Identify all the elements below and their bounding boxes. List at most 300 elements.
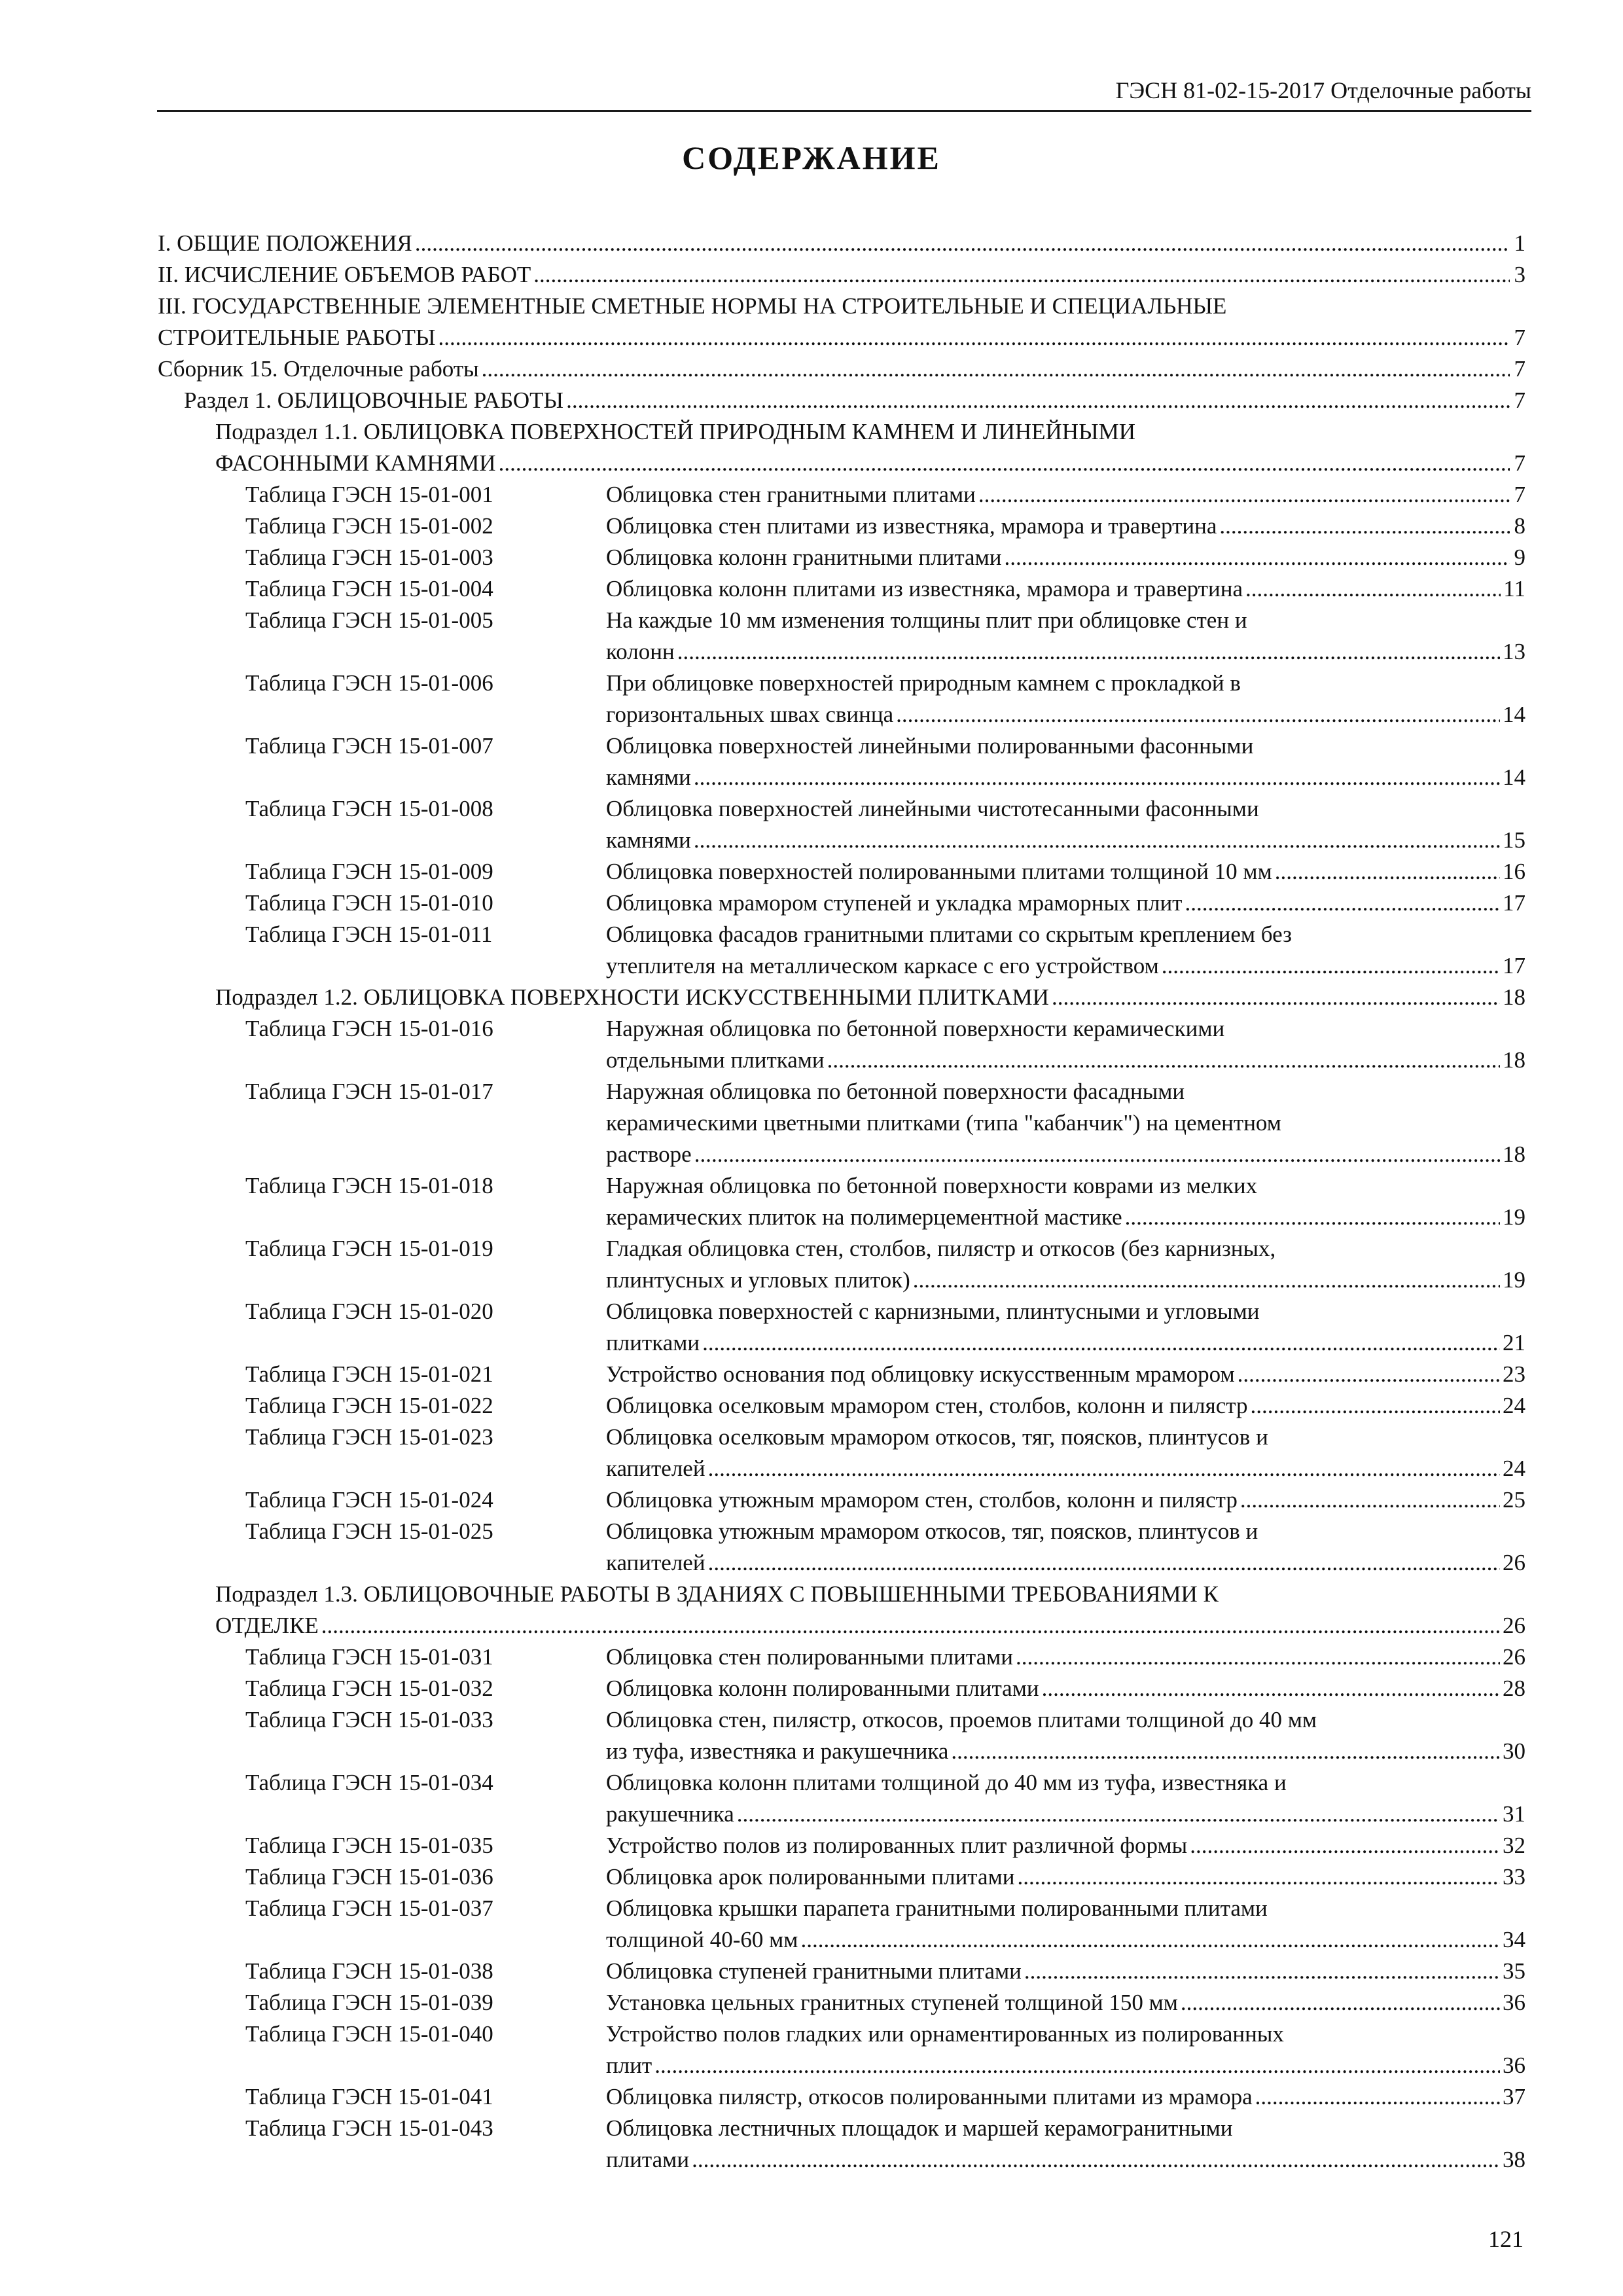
toc-entry[interactable]	[158, 2081, 1525, 2113]
toc-page-number: 34	[1503, 1927, 1525, 1952]
toc-line	[158, 1673, 1525, 1704]
toc-page-number: 26	[1503, 1644, 1525, 1670]
toc-page-number: 18	[1503, 1141, 1525, 1167]
toc-entry[interactable]	[158, 1359, 1525, 1390]
toc-page-number: 31	[1503, 1801, 1525, 1827]
toc-line	[158, 1641, 1525, 1673]
toc-line	[158, 353, 1525, 385]
toc-entry[interactable]	[158, 730, 1525, 793]
toc-line	[158, 2081, 1525, 2113]
toc-table-code: Таблица ГЭСН 15-01-031	[245, 1644, 493, 1670]
toc-entry[interactable]	[158, 573, 1525, 605]
toc-entry-title: Установка цельных гранитных ступеней толщиной 150 мм	[606, 1990, 1178, 2015]
toc-dot-leader	[913, 1265, 1500, 1296]
toc-entry[interactable]	[158, 888, 1525, 919]
toc-dot-leader	[708, 1453, 1500, 1484]
toc-entry[interactable]	[158, 2113, 1525, 2176]
toc-dot-leader	[566, 385, 1510, 416]
toc-entry-title: III. ГОСУДАРСТВЕННЫЕ ЭЛЕМЕНТНЫЕ СМЕТНЫЕ НОРМЫ НА СТРОИТЕЛЬНЫЕ И СПЕЦИАЛЬНЫЕ	[158, 293, 1227, 319]
toc-dot-leader	[1042, 1673, 1500, 1704]
toc-entry-title: Сборник 15. Отделочные работы	[158, 356, 479, 382]
toc-line	[158, 1956, 1525, 1987]
toc-page-number: 28	[1503, 1676, 1525, 1701]
toc-table-code: Таблица ГЭСН 15-01-022	[245, 1393, 493, 1418]
toc-entry-title: Облицовка поверхностей линейными полированными фасонными	[606, 733, 1254, 759]
toc-page-number: 30	[1503, 1738, 1525, 1764]
toc-dot-leader	[499, 448, 1510, 479]
toc-entry[interactable]	[158, 1484, 1525, 1516]
toc-entry-title: плитками	[606, 1330, 700, 1355]
toc-table-code	[245, 1924, 606, 1956]
toc-line	[158, 1139, 1525, 1170]
toc-table-code	[245, 825, 606, 856]
toc-entry[interactable]	[158, 1390, 1525, 1422]
toc-line	[158, 1390, 1525, 1422]
toc-entry-title: капителей	[606, 1456, 705, 1481]
toc-dot-leader	[978, 479, 1510, 511]
toc-line	[158, 668, 1525, 699]
toc-entry[interactable]	[158, 1170, 1525, 1233]
toc-dot-leader	[694, 762, 1500, 793]
toc-entry-title: Облицовка колонн полированными плитами	[606, 1676, 1039, 1701]
toc-page-number: 19	[1503, 1267, 1525, 1293]
toc-table-code	[245, 699, 606, 730]
toc-entry-title: Облицовка стен, пилястр, откосов, проемов плитами толщиной до 40 мм	[606, 1707, 1317, 1732]
toc-entry-title: Облицовка поверхностей линейными чистотесанными фасонными	[606, 796, 1259, 821]
toc-table-code: Таблица ГЭСН 15-01-037	[245, 1895, 493, 1921]
toc-entry-title: Облицовка колонн гранитными плитами	[606, 545, 1002, 570]
toc-dot-leader	[1275, 856, 1500, 888]
toc-table-code	[245, 1453, 606, 1484]
toc-entry-title: отдельными плитками	[606, 1047, 825, 1073]
toc-table-code: Таблица ГЭСН 15-01-034	[245, 1770, 493, 1795]
toc-page-number: 36	[1503, 2053, 1525, 2078]
toc-table-code	[245, 1139, 606, 1170]
toc-table-code	[245, 1327, 606, 1359]
toc-table-code: Таблица ГЭСН 15-01-018	[245, 1173, 493, 1198]
toc-dot-leader	[1251, 1390, 1501, 1422]
toc-line	[158, 762, 1525, 793]
toc-entry[interactable]	[158, 1233, 1525, 1296]
toc-entry[interactable]	[158, 1830, 1525, 1861]
toc-dot-leader	[1125, 1202, 1500, 1233]
toc-entry-title: Облицовка утюжным мрамором откосов, тяг, поясков, плинтусов и	[606, 1518, 1258, 1544]
toc-table-code: Таблица ГЭСН 15-01-023	[245, 1424, 493, 1450]
toc-entry-title: Облицовка ступеней гранитными плитами	[606, 1958, 1022, 1984]
toc-page-number: 7	[1514, 450, 1525, 476]
toc-entry-title: Гладкая облицовка стен, столбов, пилястр и откосов (без карнизных,	[606, 1236, 1276, 1261]
toc-line	[158, 1767, 1525, 1799]
page-title: СОДЕРЖАНИЕ	[682, 139, 941, 176]
toc-entry-title: Облицовка оселковым мрамором стен, столбов, колонн и пилястр	[606, 1393, 1248, 1418]
toc-dot-leader	[702, 1327, 1500, 1359]
toc-table-code: Таблица ГЭСН 15-01-039	[245, 1990, 493, 2015]
toc-table-code: Таблица ГЭСН 15-01-011	[245, 922, 493, 947]
toc-dot-leader	[677, 636, 1500, 668]
toc-page-number: 7	[1514, 356, 1525, 382]
toc-line	[158, 448, 1525, 479]
toc-page-number: 21	[1503, 1330, 1525, 1355]
toc-entry-title: Облицовка стен гранитными плитами	[606, 482, 976, 507]
toc-line	[158, 605, 1525, 636]
toc-entry[interactable]	[158, 1767, 1525, 1830]
toc-entry-title: II. ИСЧИСЛЕНИЕ ОБЪЕМОВ РАБОТ	[158, 262, 531, 287]
toc-entry-title: утеплителя на металлическом каркасе с его устройством	[606, 953, 1159, 978]
toc-line	[158, 1736, 1525, 1767]
toc-line	[158, 1547, 1525, 1579]
toc-dot-leader	[438, 322, 1510, 353]
toc-entry-title: I. ОБЩИЕ ПОЛОЖЕНИЯ	[158, 230, 412, 256]
toc-entry[interactable]	[158, 416, 1525, 479]
toc-page-number: 14	[1503, 764, 1525, 790]
toc-entry-title: камнями	[606, 827, 691, 853]
toc-dot-leader	[1052, 982, 1500, 1013]
toc-dot-leader	[827, 1045, 1500, 1076]
toc-page-number: 26	[1503, 1613, 1525, 1638]
toc-entry[interactable]	[158, 259, 1525, 291]
toc-table-code: Таблица ГЭСН 15-01-024	[245, 1487, 493, 1513]
toc-dot-leader	[415, 228, 1510, 259]
toc-page-number: 9	[1514, 545, 1525, 570]
toc-line	[158, 1076, 1525, 1107]
toc-table-code: Таблица ГЭСН 15-01-038	[245, 1958, 493, 1984]
toc-table-code: Таблица ГЭСН 15-01-007	[245, 733, 493, 759]
toc-entry[interactable]	[158, 1704, 1525, 1767]
toc-entry-title: плитами	[606, 2147, 690, 2172]
toc-entry[interactable]	[158, 1296, 1525, 1359]
toc-entry[interactable]	[158, 856, 1525, 888]
table-of-contents	[158, 228, 1525, 2176]
toc-line	[158, 511, 1525, 542]
toc-entry-title: Облицовка колонн плитами из известняка, мрамора и травертина	[606, 576, 1243, 601]
toc-entry-title: Устройство основания под облицовку искусственным мрамором	[606, 1361, 1235, 1387]
toc-dot-leader	[1181, 1987, 1500, 2018]
toc-entry[interactable]	[158, 793, 1525, 856]
toc-entry-title: Раздел 1. ОБЛИЦОВОЧНЫЕ РАБОТЫ	[184, 387, 564, 413]
toc-line	[158, 1799, 1525, 1830]
toc-entry[interactable]	[158, 1956, 1525, 1987]
toc-page-number: 7	[1514, 325, 1525, 350]
toc-dot-leader	[692, 2144, 1500, 2176]
toc-table-code: Таблица ГЭСН 15-01-001	[245, 482, 493, 507]
toc-entry-title: Облицовка мрамором ступеней и укладка мраморных плит	[606, 890, 1183, 916]
toc-line	[158, 322, 1525, 353]
toc-dot-leader	[1017, 1861, 1500, 1893]
toc-table-code: Таблица ГЭСН 15-01-005	[245, 607, 493, 633]
toc-page-number: 13	[1503, 639, 1525, 664]
toc-line	[158, 793, 1525, 825]
toc-entry[interactable]	[158, 1076, 1525, 1170]
toc-page-number: 3	[1514, 262, 1525, 287]
toc-line	[158, 1704, 1525, 1736]
toc-line	[158, 1013, 1525, 1045]
toc-page-number: 35	[1503, 1958, 1525, 1984]
toc-entry[interactable]	[158, 479, 1525, 511]
toc-entry-title: Облицовка стен полированными плитами	[606, 1644, 1014, 1670]
toc-dot-leader	[1185, 888, 1500, 919]
toc-entry-title: Облицовка пилястр, откосов полированными плитами из мрамора	[606, 2084, 1253, 2109]
toc-entry-title: горизонтальных швах свинца	[606, 702, 894, 727]
toc-entry[interactable]	[158, 291, 1525, 353]
toc-line	[158, 1610, 1525, 1641]
toc-line	[158, 1516, 1525, 1547]
toc-entry-title: Облицовка фасадов гранитными плитами со скрытым креплением без	[606, 922, 1292, 947]
toc-dot-leader	[708, 1547, 1500, 1579]
toc-line	[158, 228, 1525, 259]
toc-line	[158, 1893, 1525, 1924]
toc-line	[158, 2144, 1525, 2176]
toc-entry[interactable]	[158, 1516, 1525, 1579]
toc-entry-title: керамическими цветными плитками (типа "кабанчик") на цементном	[606, 1110, 1281, 1136]
toc-line	[158, 1987, 1525, 2018]
toc-page-number: 23	[1503, 1361, 1525, 1387]
toc-entry[interactable]	[158, 982, 1525, 1013]
toc-entry-title: керамических плиток на полимерцементной мастике	[606, 1204, 1122, 1230]
toc-line	[158, 1170, 1525, 1202]
toc-dot-leader	[1255, 2081, 1500, 2113]
toc-dot-leader	[1004, 542, 1510, 573]
toc-page-number: 38	[1503, 2147, 1525, 2172]
toc-dot-leader	[737, 1799, 1500, 1830]
toc-entry-title: Облицовка крышки парапета гранитными полированными плитами	[606, 1895, 1268, 1921]
toc-entry-title: Облицовка колонн плитами толщиной до 40 мм из туфа, известняка и	[606, 1770, 1287, 1795]
toc-dot-leader	[1190, 1830, 1500, 1861]
toc-entry-title: плинтусных и угловых плиток)	[606, 1267, 910, 1293]
toc-line	[158, 982, 1525, 1013]
toc-entry[interactable]	[158, 919, 1525, 982]
toc-table-code: Таблица ГЭСН 15-01-016	[245, 1016, 493, 1041]
toc-entry[interactable]	[158, 668, 1525, 730]
toc-entry[interactable]	[158, 353, 1525, 385]
toc-entry-title: ракушечника	[606, 1801, 734, 1827]
toc-entry[interactable]	[158, 1422, 1525, 1484]
toc-entry-title: Облицовка утюжным мрамором стен, столбов, колонн и пилястр	[606, 1487, 1238, 1513]
toc-page-number: 18	[1503, 1047, 1525, 1073]
toc-line	[158, 1202, 1525, 1233]
toc-entry-title: колонн	[606, 639, 675, 664]
toc-entry-title: из туфа, известняка и ракушечника	[606, 1738, 949, 1764]
toc-entry-title: Подраздел 1.2. ОБЛИЦОВКА ПОВЕРХНОСТИ ИСКУССТВЕННЫМИ ПЛИТКАМИ	[215, 984, 1049, 1010]
toc-table-code	[245, 1736, 606, 1767]
toc-page-number: 19	[1503, 1204, 1525, 1230]
toc-entry-title: При облицовке поверхностей природным камнем с прокладкой в	[606, 670, 1241, 696]
toc-entry[interactable]	[158, 542, 1525, 573]
toc-line	[158, 2113, 1525, 2144]
toc-page-number: 24	[1503, 1456, 1525, 1481]
toc-line	[158, 1484, 1525, 1516]
toc-line	[158, 636, 1525, 668]
toc-entry[interactable]	[158, 1673, 1525, 1704]
toc-table-code: Таблица ГЭСН 15-01-036	[245, 1864, 493, 1890]
toc-page-number: 15	[1503, 827, 1525, 853]
toc-entry-title: ОТДЕЛКЕ	[215, 1613, 319, 1638]
toc-line	[158, 1045, 1525, 1076]
toc-line	[158, 1233, 1525, 1265]
toc-entry-title: Устройство полов из полированных плит различной формы	[606, 1833, 1188, 1858]
toc-line	[158, 856, 1525, 888]
toc-line	[158, 1830, 1525, 1861]
toc-line	[158, 950, 1525, 982]
toc-entry-title: Подраздел 1.3. ОБЛИЦОВОЧНЫЕ РАБОТЫ В ЗДАНИЯХ С ПОВЫШЕННЫМИ ТРЕБОВАНИЯМИ К	[215, 1581, 1219, 1607]
toc-entry-title: Облицовка поверхностей с карнизными, плинтусными и угловыми	[606, 1299, 1260, 1324]
toc-entry-title: Устройство полов гладких или орнаментированных из полированных	[606, 2021, 1284, 2047]
toc-dot-leader	[951, 1736, 1500, 1767]
toc-entry-title: камнями	[606, 764, 691, 790]
toc-table-code	[245, 2144, 606, 2176]
toc-page-number: 17	[1503, 953, 1525, 978]
toc-dot-leader	[1245, 573, 1501, 605]
toc-page-number: 18	[1503, 984, 1525, 1010]
toc-entry[interactable]	[158, 228, 1525, 259]
toc-entry-title: На каждые 10 мм изменения толщины плит при облицовке стен и	[606, 607, 1247, 633]
toc-line	[158, 1579, 1525, 1610]
toc-table-code: Таблица ГЭСН 15-01-041	[245, 2084, 493, 2109]
toc-line	[158, 699, 1525, 730]
toc-entry[interactable]	[158, 1013, 1525, 1076]
toc-dot-leader	[1162, 950, 1500, 982]
toc-table-code	[245, 636, 606, 668]
toc-table-code: Таблица ГЭСН 15-01-003	[245, 545, 493, 570]
toc-entry-title: Облицовка стен плитами из известняка, мрамора и травертина	[606, 513, 1217, 539]
toc-line	[158, 291, 1525, 322]
toc-entry[interactable]	[158, 1861, 1525, 1893]
toc-line	[158, 542, 1525, 573]
toc-table-code	[245, 2050, 606, 2081]
toc-table-code: Таблица ГЭСН 15-01-033	[245, 1707, 493, 1732]
toc-line	[158, 1107, 1525, 1139]
toc-dot-leader	[1024, 1956, 1500, 1987]
toc-dot-leader	[896, 699, 1500, 730]
toc-entry-title: Подраздел 1.1. ОБЛИЦОВКА ПОВЕРХНОСТЕЙ ПРИРОДНЫМ КАМНЕМ И ЛИНЕЙНЫМИ	[215, 419, 1135, 444]
toc-entry-title: Облицовка лестничных площадок и маршей керамогранитными	[606, 2115, 1233, 2141]
toc-table-code	[245, 762, 606, 793]
toc-table-code: Таблица ГЭСН 15-01-025	[245, 1518, 493, 1544]
toc-entry[interactable]	[158, 1579, 1525, 1641]
toc-table-code: Таблица ГЭСН 15-01-035	[245, 1833, 493, 1858]
toc-dot-leader	[694, 825, 1500, 856]
toc-entry-title: Облицовка поверхностей полированными плитами толщиной 10 мм	[606, 859, 1272, 884]
toc-entry-title: капителей	[606, 1550, 705, 1575]
toc-table-code: Таблица ГЭСН 15-01-040	[245, 2021, 493, 2047]
toc-dot-leader	[1219, 511, 1510, 542]
toc-entry-title: Наружная облицовка по бетонной поверхности фасадными	[606, 1079, 1185, 1104]
toc-line	[158, 2050, 1525, 2081]
toc-page-number: 24	[1503, 1393, 1525, 1418]
toc-dot-leader	[482, 353, 1510, 385]
toc-line	[158, 1359, 1525, 1390]
toc-table-code	[245, 1202, 606, 1233]
toc-table-code: Таблица ГЭСН 15-01-008	[245, 796, 493, 821]
toc-line	[158, 1327, 1525, 1359]
toc-page-number: 37	[1503, 2084, 1525, 2109]
toc-page-number: 8	[1514, 513, 1525, 539]
toc-line	[158, 479, 1525, 511]
toc-table-code: Таблица ГЭСН 15-01-019	[245, 1236, 493, 1261]
toc-line	[158, 888, 1525, 919]
toc-table-code	[245, 1547, 606, 1579]
toc-page-number: 36	[1503, 1990, 1525, 2015]
toc-page-number: 7	[1514, 482, 1525, 507]
toc-entry-title: толщиной 40-60 мм	[606, 1927, 798, 1952]
toc-table-code	[245, 1799, 606, 1830]
toc-table-code: Таблица ГЭСН 15-01-002	[245, 513, 493, 539]
toc-table-code	[245, 1107, 606, 1139]
toc-table-code: Таблица ГЭСН 15-01-006	[245, 670, 493, 696]
toc-line	[158, 416, 1525, 448]
toc-entry[interactable]	[158, 1987, 1525, 2018]
toc-entry-title: ФАСОННЫМИ КАМНЯМИ	[215, 450, 496, 476]
toc-line	[158, 1861, 1525, 1893]
toc-entry[interactable]	[158, 2018, 1525, 2081]
toc-entry-title: СТРОИТЕЛЬНЫЕ РАБОТЫ	[158, 325, 436, 350]
toc-entry-title: Наружная облицовка по бетонной поверхности керамическими	[606, 1016, 1225, 1041]
toc-entry-title: плит	[606, 2053, 652, 2078]
toc-table-code: Таблица ГЭСН 15-01-043	[245, 2115, 493, 2141]
toc-page-number: 14	[1503, 702, 1525, 727]
toc-line	[158, 1422, 1525, 1453]
page-number: 121	[1488, 2226, 1524, 2252]
toc-page-number: 11	[1503, 576, 1525, 601]
toc-entry[interactable]	[158, 385, 1525, 416]
toc-entry[interactable]	[158, 1641, 1525, 1673]
toc-dot-leader	[800, 1924, 1500, 1956]
toc-table-code	[245, 950, 606, 982]
toc-dot-leader	[1016, 1641, 1500, 1673]
toc-table-code: Таблица ГЭСН 15-01-021	[245, 1361, 493, 1387]
toc-entry[interactable]	[158, 605, 1525, 668]
toc-dot-leader	[654, 2050, 1500, 2081]
toc-line	[158, 259, 1525, 291]
toc-line	[158, 385, 1525, 416]
toc-table-code: Таблица ГЭСН 15-01-004	[245, 576, 493, 601]
toc-page-number: 17	[1503, 890, 1525, 916]
toc-table-code: Таблица ГЭСН 15-01-032	[245, 1676, 493, 1701]
toc-page-number: 16	[1503, 859, 1525, 884]
toc-dot-leader	[321, 1610, 1500, 1641]
toc-page-number: 1	[1514, 230, 1525, 256]
toc-entry-title: Наружная облицовка по бетонной поверхности коврами из мелких	[606, 1173, 1258, 1198]
toc-dot-leader	[533, 259, 1510, 291]
toc-entry[interactable]	[158, 511, 1525, 542]
toc-dot-leader	[694, 1139, 1500, 1170]
toc-page-number: 26	[1503, 1550, 1525, 1575]
toc-line	[158, 1924, 1525, 1956]
toc-dot-leader	[1240, 1484, 1500, 1516]
toc-page-number: 7	[1514, 387, 1525, 413]
toc-table-code: Таблица ГЭСН 15-01-009	[245, 859, 493, 884]
toc-entry[interactable]	[158, 1893, 1525, 1956]
toc-page-number: 32	[1503, 1833, 1525, 1858]
toc-line	[158, 1265, 1525, 1296]
toc-table-code: Таблица ГЭСН 15-01-010	[245, 890, 493, 916]
toc-table-code	[245, 1265, 606, 1296]
toc-line	[158, 1453, 1525, 1484]
toc-line	[158, 1296, 1525, 1327]
toc-table-code: Таблица ГЭСН 15-01-017	[245, 1079, 493, 1104]
toc-entry-title: Облицовка оселковым мрамором откосов, тяг, поясков, плинтусов и	[606, 1424, 1268, 1450]
toc-table-code: Таблица ГЭСН 15-01-020	[245, 1299, 493, 1324]
toc-page-number: 33	[1503, 1864, 1525, 1890]
toc-page-number: 25	[1503, 1487, 1525, 1513]
toc-line	[158, 825, 1525, 856]
running-header	[157, 73, 1531, 112]
toc-line	[158, 2018, 1525, 2050]
toc-dot-leader	[1238, 1359, 1500, 1390]
toc-table-code	[245, 1045, 606, 1076]
toc-line	[158, 919, 1525, 950]
running-header-text: ГЭСН 81-02-15-2017 Отделочные работы	[1115, 77, 1531, 103]
toc-entry-title: Облицовка арок полированными плитами	[606, 1864, 1015, 1890]
